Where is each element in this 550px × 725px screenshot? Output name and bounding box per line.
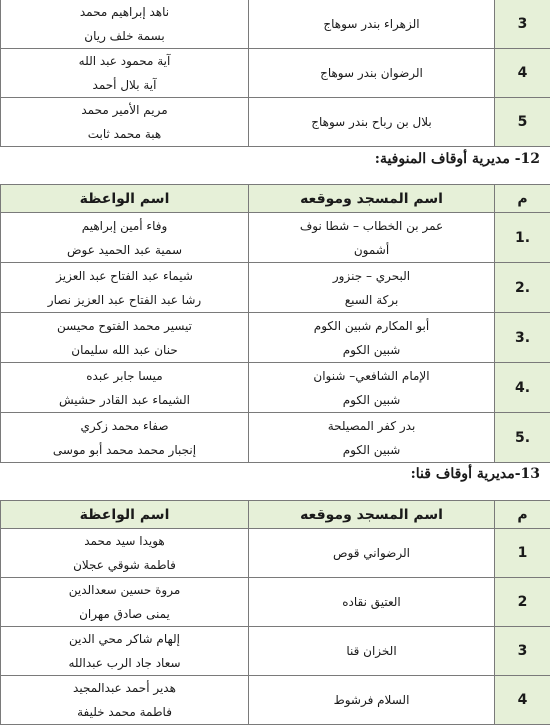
table-row [1, 529, 550, 578]
row-number: 3 [495, 0, 550, 49]
table-row [1, 627, 550, 676]
preacher-name: إلهام شاكر محي الدين [7, 627, 242, 651]
table-row [1, 98, 550, 147]
preacher-name: هدير أحمد عبدالمجيد [7, 676, 242, 700]
mosque-cell [249, 263, 495, 313]
mosque-cell [249, 413, 495, 463]
mosque-cell [249, 578, 495, 627]
row-number: 1 [495, 529, 550, 578]
preacher-name: سمية عبد الحميد عوض [7, 238, 242, 262]
mosque-cell [249, 213, 495, 263]
preacher-name: ميسا جابر عبده [7, 364, 242, 388]
preacher-cell [1, 49, 249, 98]
row-number: .4 [495, 363, 550, 413]
preacher-name: مريم الأمير محمد [7, 98, 242, 122]
mosque-name: عمر بن الخطاب – شطا نوف [255, 214, 488, 238]
row-number: 5 [495, 98, 550, 147]
row-number: .3 [495, 313, 550, 363]
qena-table [0, 500, 550, 725]
row-number: 4 [495, 676, 550, 725]
row-number: .1 [495, 213, 550, 263]
table-row [1, 49, 550, 98]
mosque-location: أشمون [255, 238, 488, 262]
table-row [1, 213, 550, 263]
preacher-cell [1, 263, 249, 313]
preacher-name: آية بلال أحمد [7, 73, 242, 97]
mosque-name: البحري – جنزور [255, 264, 488, 288]
mosque-cell [249, 529, 495, 578]
preacher-cell [1, 413, 249, 463]
preacher-cell [1, 98, 249, 147]
preacher-name: مروة حسين سعدالدين [7, 578, 242, 602]
preacher-name: فاطمة محمد خليفة [7, 700, 242, 724]
preacher-name: رشا عبد الفتاح عبد العزيز نصار [7, 288, 242, 312]
preacher-name: سعاد جاد الرب عبدالله [7, 651, 242, 675]
row-number: .5 [495, 413, 550, 463]
row-number: 4 [495, 49, 550, 98]
preacher-name: هويدا سيد محمد [7, 529, 242, 553]
section-13-heading: 13-مديرية أوقاف قنا: [411, 466, 540, 482]
table-row [1, 676, 550, 725]
preacher-name: حنان عبد الله سليمان [7, 338, 242, 362]
preacher-name: فاطمة شوقي عجلان [7, 553, 242, 577]
table-row [1, 363, 550, 413]
column-header-number: م [495, 185, 550, 213]
sohag-table [0, 0, 550, 147]
preacher-name: إنجبار محمد محمد أبو موسى [7, 438, 242, 462]
column-header-mosque: اسم المسجد وموقعه [249, 501, 495, 529]
mosque-location: شبين الكوم [255, 438, 488, 462]
mosque-cell [249, 98, 495, 147]
preacher-cell [1, 578, 249, 627]
menoufia-table [0, 184, 550, 463]
column-header-mosque: اسم المسجد وموقعه [249, 185, 495, 213]
preacher-cell [1, 213, 249, 263]
preacher-cell [1, 313, 249, 363]
mosque-name: بلال بن رباح بندر سوهاج [255, 112, 488, 132]
mosque-cell [249, 363, 495, 413]
mosque-location: شبين الكوم [255, 388, 488, 412]
preacher-name: بسمة خلف ريان [7, 24, 242, 48]
mosque-name: الخزان قنا [255, 641, 488, 661]
mosque-cell [249, 0, 495, 49]
table-header-row [1, 185, 550, 213]
mosque-name: الزهراء بندر سوهاج [255, 14, 488, 34]
mosque-name: الإمام الشافعي– شنوان [255, 364, 488, 388]
preacher-cell [1, 363, 249, 413]
column-header-preacher: اسم الواعظة [1, 185, 249, 213]
row-number: 3 [495, 627, 550, 676]
column-header-number: م [495, 501, 550, 529]
mosque-cell [249, 313, 495, 363]
mosque-cell [249, 627, 495, 676]
mosque-name: السلام فرشوط [255, 690, 488, 710]
mosque-location: بركة السبع [255, 288, 488, 312]
preacher-name: تيسير محمد الفتوح محيسن [7, 314, 242, 338]
preacher-cell [1, 676, 249, 725]
table-row [1, 263, 550, 313]
mosque-name: العتيق نقاده [255, 592, 488, 612]
column-header-preacher: اسم الواعظة [1, 501, 249, 529]
preacher-name: آية محمود عبد الله [7, 49, 242, 73]
row-number: 2 [495, 578, 550, 627]
table-row [1, 313, 550, 363]
preacher-name: شيماء عبد الفتاح عبد العزيز [7, 264, 242, 288]
mosque-name: الرضوان بندر سوهاج [255, 63, 488, 83]
preacher-cell [1, 627, 249, 676]
mosque-cell [249, 676, 495, 725]
preacher-name: يمنى صادق مهران [7, 602, 242, 626]
section-12-heading: 12- مديرية أوقاف المنوفية: [375, 151, 540, 167]
preacher-name: هبة محمد ثابت [7, 122, 242, 146]
table-header-row [1, 501, 550, 529]
preacher-name: صفاء محمد زكري [7, 414, 242, 438]
preacher-name: الشيماء عبد القادر حشيش [7, 388, 242, 412]
preacher-cell [1, 0, 249, 49]
table-row [1, 0, 550, 49]
mosque-name: أبو المكارم شبين الكوم [255, 314, 488, 338]
table-row [1, 413, 550, 463]
mosque-name: الرضواني قوص [255, 543, 488, 563]
mosque-name: بدر كفر المصيلحة [255, 414, 488, 438]
mosque-location: شبين الكوم [255, 338, 488, 362]
preacher-cell [1, 529, 249, 578]
preacher-name: وفاء أمين إبراهيم [7, 214, 242, 238]
preacher-name: ناهد إبراهيم محمد [7, 0, 242, 24]
mosque-cell [249, 49, 495, 98]
table-row [1, 578, 550, 627]
row-number: .2 [495, 263, 550, 313]
